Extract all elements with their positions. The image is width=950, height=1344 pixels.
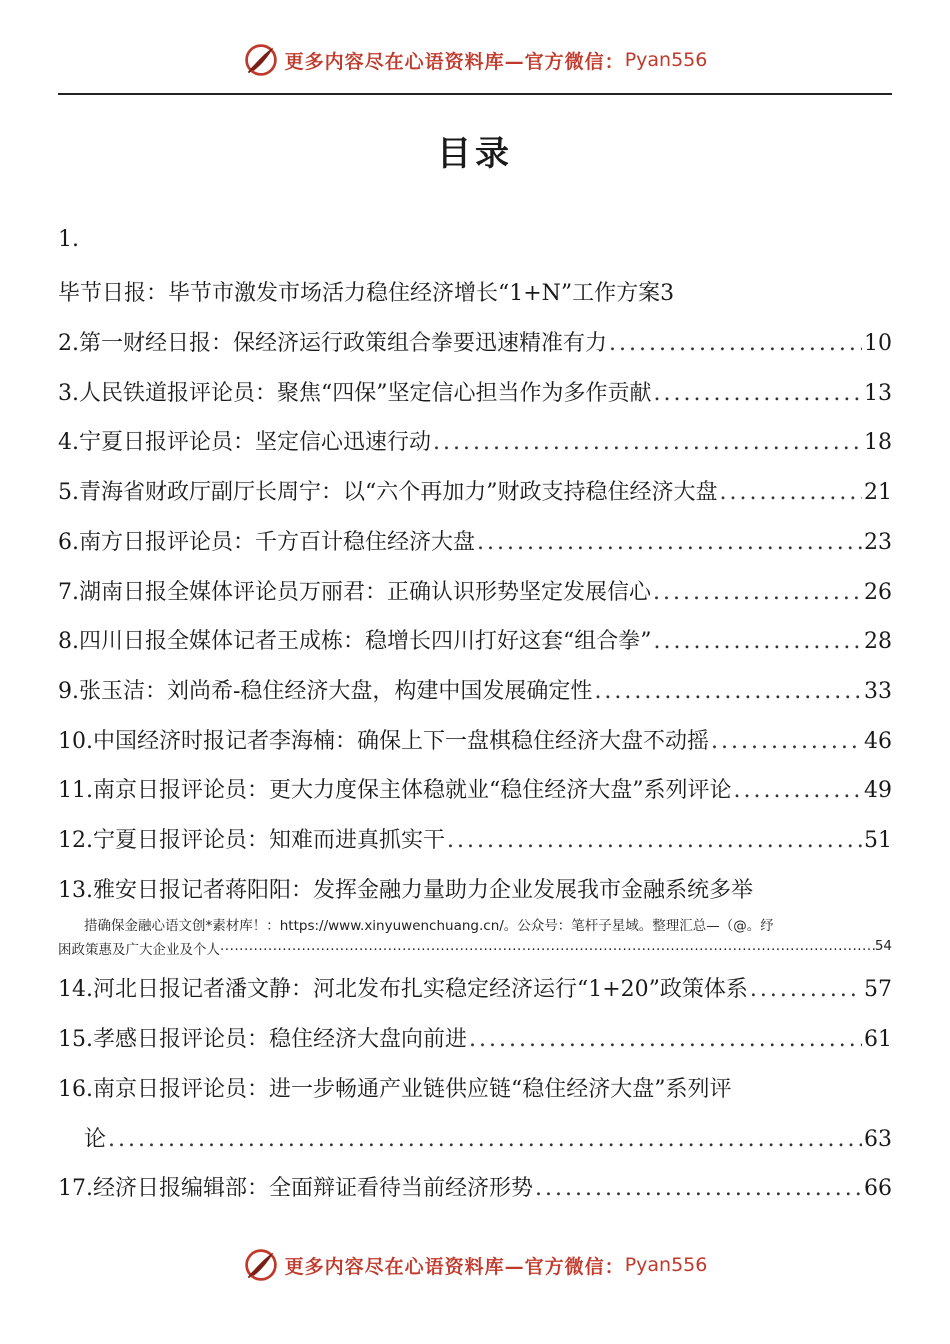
header-banner-text: 更多内容尽在心语资料库—	[284, 50, 525, 73]
dot-leader	[108, 1127, 862, 1152]
footer-wechat-label: 官方微信：	[524, 1255, 625, 1278]
toc-entry-13-cont-1[interactable]: 措确保金融心语文创*素材库！：https://www.xinyuwenchuang.cn/。公众号：笔杆子星域。整理汇总—（@。纾	[84, 918, 774, 934]
toc-entry-9[interactable]: 9.张玉洁：刘尚希-稳住经济大盘，构建中国发展确定性 ..... 33	[58, 674, 892, 708]
header-banner	[0, 40, 950, 80]
page-number: 26	[864, 580, 892, 605]
page-number: 51	[864, 828, 892, 853]
toc-entry-5[interactable]: 5.青海省财政厅副厅长周宁：以“六个再加力”财政支持稳住经济大盘 ..... 21	[58, 475, 892, 509]
toc-entry-8[interactable]: 8.四川日报全媒体记者王成栋：稳增长四川打好这套“组合拳” ..... 28	[58, 624, 892, 658]
page-number: 66	[864, 1176, 892, 1201]
toc-entry-13-cont-2[interactable]: 困政策惠及广大企业及个人 ..... 54	[58, 938, 892, 958]
dot-leader	[609, 331, 862, 356]
toc-entry-6[interactable]: 6.南方日报评论员：千方百计稳住经济大盘 ..... 23	[58, 525, 892, 559]
toc-entry-17[interactable]: 17.经济日报编辑部：全面辩证看待当前经济形势 ..... 66	[58, 1171, 892, 1205]
page-title: 目录	[437, 134, 513, 174]
page-number: 57	[864, 977, 892, 1002]
dot-leader	[535, 1176, 862, 1201]
toc-entry-2[interactable]: 2.第一财经日报：保经济运行政策组合拳要迅速精准有力 ..... 10	[58, 326, 892, 360]
page-number: 28	[864, 629, 892, 654]
toc-entry-1[interactable]: 毕节日报：毕节市激发市场活力稳住经济增长“1+N”工作方案3	[58, 281, 675, 306]
page-number: 63	[864, 1127, 892, 1152]
page-number: 33	[864, 679, 892, 704]
dot-leader	[469, 1027, 862, 1052]
toc-entry-1-number[interactable]: 1.	[58, 227, 79, 252]
toc-entry-7[interactable]: 7.湖南日报全媒体评论员万丽君：正确认识形势坚定发展信心 ..... 26	[58, 575, 892, 609]
dot-leader	[654, 381, 863, 406]
dot-leader	[433, 430, 862, 455]
dot-leader	[653, 580, 862, 605]
toc-entry-14[interactable]: 14.河北日报记者潘文静：河北发布扎实稳定经济运行“1+20”政策体系 ..... 57	[58, 972, 892, 1006]
dot-leader	[654, 629, 863, 654]
toc-entry-3[interactable]: 3.人民铁道报评论员：聚焦“四保”坚定信心担当作为多作贡献 ..... 13	[58, 376, 892, 410]
toc-entry-10[interactable]: 10.中国经济时报记者李海楠：确保上下一盘棋稳住经济大盘不动摇 ..... 46	[58, 724, 892, 758]
header-divider	[58, 93, 892, 95]
toc-entry-4[interactable]: 4.宁夏日报评论员：坚定信心迅速行动 ..... 18	[58, 425, 892, 459]
page-number: 61	[864, 1027, 892, 1052]
dot-leader	[220, 938, 875, 958]
header-wechat-label: 官方微信：	[524, 50, 625, 73]
dot-leader	[711, 729, 862, 754]
toc-entry-12[interactable]: 12.宁夏日报评论员：知难而进真抓实干 ..... 51	[58, 823, 892, 857]
toc-entry-13[interactable]: 13.雅安日报记者蒋阳阳：发挥金融力量助力企业发展我市金融系统多举	[58, 878, 753, 903]
quill-logo-icon	[243, 1247, 279, 1283]
page-number: 46	[864, 729, 892, 754]
dot-leader	[447, 828, 862, 853]
dot-leader	[594, 679, 862, 704]
page-number: 10	[864, 331, 892, 356]
dot-leader	[733, 778, 862, 803]
toc-entry-16-cont[interactable]: 论 ..... 63	[84, 1122, 892, 1156]
dot-leader	[720, 480, 863, 505]
footer-banner	[0, 1245, 950, 1285]
footer-banner-text: 更多内容尽在心语资料库—	[284, 1255, 525, 1278]
toc-entry-15[interactable]: 15.孝感日报评论员：稳住经济大盘向前进 ..... 61	[58, 1022, 892, 1056]
footer-wechat-id: Pyan556	[624, 1254, 708, 1276]
page-number: 23	[864, 530, 892, 555]
page-number: 13	[864, 381, 892, 406]
toc-entry-16[interactable]: 16.南京日报评论员：进一步畅通产业链供应链“稳住经济大盘”系列评	[58, 1077, 732, 1102]
quill-logo-icon	[243, 42, 279, 78]
page-number: 18	[864, 430, 892, 455]
dot-leader	[750, 977, 862, 1002]
header-wechat-id: Pyan556	[624, 49, 708, 71]
page-number: 21	[864, 480, 892, 505]
page-number: 54	[874, 938, 892, 954]
toc-entry-11[interactable]: 11.南京日报评论员：更大力度保主体稳就业“稳住经济大盘”系列评论 ..... 49	[58, 773, 892, 807]
page-number: 49	[864, 778, 892, 803]
dot-leader	[477, 530, 862, 555]
